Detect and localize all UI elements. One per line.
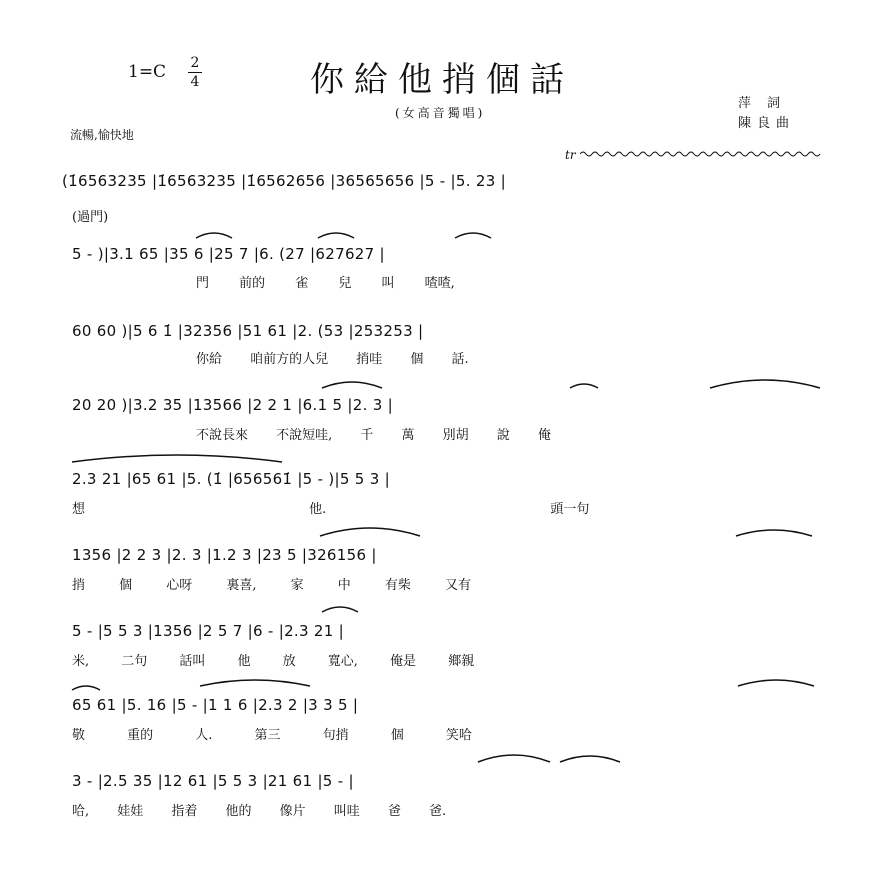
time-signature [188, 56, 202, 89]
notation-row-4: 20 20 )|3.2 35 |13566 |2 2 1 |6.1 5 |2. 3 | [72, 396, 394, 414]
trill-marking: tr [565, 148, 576, 162]
lyricist-credit: 萍 詞 [738, 96, 787, 111]
key-signature: 1=C [128, 62, 167, 82]
lyrics-row-4: 不說長來 不說短哇, 千 萬 別胡 說 俺 [196, 428, 551, 443]
lyrics-row-8: 敬 重的 人. 第三 句捎 個 笑哈 [72, 728, 472, 743]
lyrics-row-7: 米, 二句 話叫 他 放 寬心, 俺是 鄉親 [72, 654, 475, 669]
lyrics-row-2: 門 前的 雀 兒 叫 喳喳, [196, 276, 455, 291]
song-title: 你給他捎個話 [310, 60, 574, 100]
lyrics-row-6: 捎 個 心呀 裏喜, 家 中 有柴 又有 [72, 578, 472, 593]
trill-wave [580, 150, 822, 158]
notation-row-6: 1356 |2 2 3 |2. 3 |1.2 3 |23 5 |326156 | [72, 546, 377, 564]
composer-credit: 陳良曲 [738, 116, 796, 131]
lyrics-row-1: (過門) [72, 210, 109, 225]
notation-row-2: 5 - )|3.1 65 |35 6 |25 7 |6. (27 |627627 | [72, 245, 385, 263]
lyrics-row-9: 哈, 娃娃 指着 他的 像片 叫哇 爸 爸. [72, 804, 447, 819]
tempo-marking: 流暢,愉快地 [70, 128, 134, 142]
notation-row-8: 65 61 |5. 16 |5 - |1 1 6 |2.3 2 |3 3 5 | [72, 696, 359, 714]
notation-row-1: (1̇6563235 |1̇6563235 |1̇6562656 |36565656 |5 - |5. 23 | [62, 172, 506, 190]
time-numerator: 2 [190, 55, 200, 71]
notation-row-9: 3 - |2.5 35 |12 61 |5 5 3 |21 61 |5 - | [72, 772, 354, 790]
notation-row-5: 2.3 21 |65 61 |5. (1̇ |656561̇ |5 - )|5 5 3 | [72, 470, 390, 488]
lyrics-row-5: 想 他. 頭一句 [72, 502, 590, 517]
time-denominator: 4 [190, 74, 200, 90]
notation-row-7: 5 - |5 5 3 |1356 |2 5 7 |6 - |2.3 21 | [72, 622, 344, 640]
song-subtitle: (女高音獨唱) [395, 106, 486, 120]
lyrics-row-3: 你給 咱前方的人兒 捎哇 個 話. [196, 352, 469, 367]
notation-row-3: 60 60 )|5 6 1̇ |32356 |51 61 |2. (53 |253253 | [72, 322, 424, 340]
